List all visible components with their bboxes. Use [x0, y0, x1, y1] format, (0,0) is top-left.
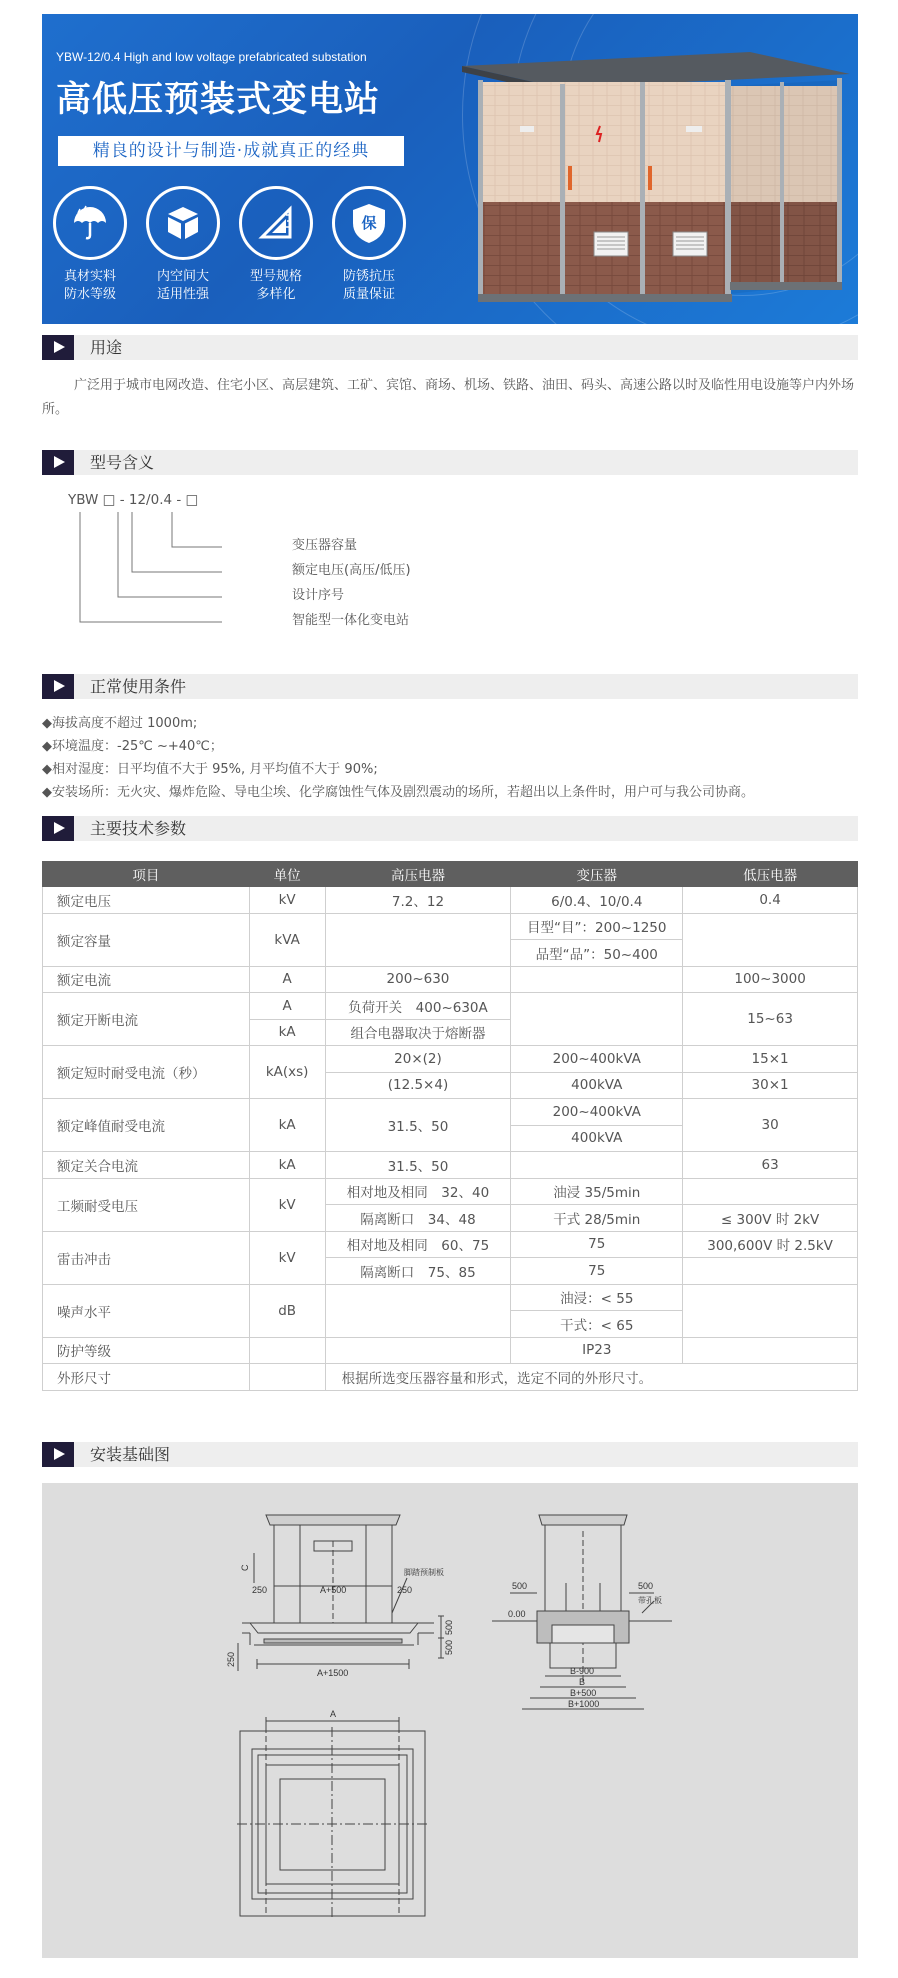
cell: kA: [249, 1019, 325, 1046]
usage-text: 广泛用于城市电网改造、住宅小区、高层建筑、工矿、宾馆、商场、机场、铁路、油田、码头、高速公路以时及临性用电设施等户内外场所。: [42, 378, 855, 417]
cell: kA: [249, 1152, 325, 1179]
cell: 防护等级: [43, 1337, 250, 1364]
dim-label: A+1500: [317, 1668, 349, 1678]
cell: 400kVA: [511, 1125, 683, 1152]
dim-label: B: [579, 1677, 586, 1687]
dim-label: 500: [444, 1639, 454, 1655]
play-icon: [42, 450, 74, 475]
ruler-triangle-icon: [239, 186, 313, 260]
cell: 目型“目”：200~1250: [511, 913, 683, 940]
play-icon: [42, 816, 74, 841]
section-title: 安装基础图: [90, 1445, 171, 1464]
table-row: [43, 1152, 858, 1179]
dim-label: B+500: [570, 1688, 597, 1698]
play-icon: [42, 335, 74, 360]
cell: [325, 913, 511, 966]
foundation-diagram: [42, 1483, 858, 1958]
cell: 额定电流: [43, 966, 250, 993]
feature-spec: [236, 186, 316, 304]
cell: 200~400kVA: [511, 1099, 683, 1126]
shield-icon: [332, 186, 406, 260]
section-header-install: [42, 1442, 858, 1467]
dim-label: B+1000: [568, 1699, 600, 1709]
cell: 6/0.4、10/0.4: [511, 887, 683, 914]
substation-image: [460, 36, 850, 316]
cell: [249, 1364, 325, 1391]
cell: 200~630: [325, 966, 511, 993]
cell: 7.2、12: [325, 887, 511, 914]
condition-item: ◆海拔高度不超过 1000m;: [42, 716, 198, 731]
feature-line2: 适用性强: [156, 287, 209, 302]
play-icon: [42, 1442, 74, 1467]
cell: kV: [249, 1178, 325, 1231]
cell: 相对地及相同 60、75: [325, 1231, 511, 1258]
cell: 20×(2): [325, 1046, 511, 1073]
model-label-voltage: 额定电压(高压/低压): [292, 563, 411, 578]
cell: [683, 913, 858, 966]
dim-label: 带孔板: [638, 1596, 662, 1605]
cell: 200~400kVA: [511, 1046, 683, 1073]
table-row: [43, 913, 858, 940]
dim-label: 500: [444, 1619, 454, 1635]
banner-subtitle: YBW-12/0.4 High and low voltage prefabricated substation: [56, 50, 367, 64]
cell: (12.5×4): [325, 1072, 511, 1099]
cell: 额定峰值耐受电流: [43, 1099, 250, 1152]
feature-space: [143, 186, 223, 304]
cell: 隔离断口 34、48: [325, 1205, 511, 1232]
cell: 额定开断电流: [43, 993, 250, 1046]
cell: 额定短时耐受电流（秒）: [43, 1046, 250, 1099]
feature-quality: [329, 186, 409, 304]
table-header-row: [43, 862, 858, 887]
cell: 组合电器取决于熔断器: [325, 1019, 511, 1046]
banner-title: 高低压预装式变电站: [56, 80, 381, 120]
section-title: 正常使用条件: [90, 677, 187, 696]
cell: kV: [249, 1231, 325, 1284]
dim-label: 250: [252, 1585, 268, 1595]
table-row: [43, 1337, 858, 1364]
section-header-usage: [42, 335, 858, 360]
cell: 400kVA: [511, 1072, 683, 1099]
cell: kA(xs): [249, 1046, 325, 1099]
cell: 额定容量: [43, 913, 250, 966]
model-label-design: 设计序号: [292, 588, 345, 603]
cell: 300,600V 时 2.5kV: [683, 1231, 858, 1258]
cell: 15×1: [683, 1046, 858, 1073]
table-row: [43, 1364, 858, 1391]
col-header: 低压电器: [683, 862, 858, 887]
cell: A: [249, 993, 325, 1020]
dim-label: 250: [226, 1651, 236, 1667]
col-header: 高压电器: [325, 862, 511, 887]
cell: 75: [511, 1258, 683, 1285]
cell: 根据所选变压器容量和形式，选定不同的外形尺寸。: [325, 1364, 857, 1391]
feature-line1: 内空间大: [156, 269, 209, 284]
cell: A: [249, 966, 325, 993]
condition-item: ◆环境温度：-25℃ ~+40℃；: [42, 739, 223, 754]
spec-table: [42, 861, 858, 1391]
feature-line2: 多样化: [256, 287, 296, 302]
dim-label: A: [330, 1709, 337, 1719]
cell: 隔离断口 75、85: [325, 1258, 511, 1285]
cell: 负荷开关 400~630A: [325, 993, 511, 1020]
cell: kVA: [249, 913, 325, 966]
cell: [683, 1178, 858, 1205]
dim-label: 500: [512, 1581, 528, 1591]
feature-line2: 防水等级: [63, 287, 116, 302]
play-icon: [42, 674, 74, 699]
cell: [511, 966, 683, 993]
section-title: 型号含义: [90, 453, 155, 472]
cell: 油浸：< 55: [511, 1284, 683, 1311]
cell: 63: [683, 1152, 858, 1179]
feature-line2: 质量保证: [342, 287, 395, 302]
cell: 100~3000: [683, 966, 858, 993]
cell: 15~63: [683, 993, 858, 1046]
feature-line1: 防锈抗压: [342, 269, 395, 284]
col-header: 项目: [43, 862, 250, 887]
section-title: 用途: [90, 338, 123, 357]
cell: 相对地及相同 32、40: [325, 1178, 511, 1205]
cube-icon: [146, 186, 220, 260]
section-header-model: [42, 450, 858, 475]
cell: IP23: [511, 1337, 683, 1364]
table-row: [43, 1284, 858, 1311]
table-row: [43, 887, 858, 914]
section-header-params: [42, 816, 858, 841]
table-row: [43, 1178, 858, 1205]
condition-item: ◆相对湿度：日平均值不大于 95%, 月平均值不大于 90%;: [42, 762, 378, 777]
cell: [249, 1337, 325, 1364]
umbrella-icon: [53, 186, 127, 260]
cell: 外形尺寸: [43, 1364, 250, 1391]
feature-waterproof: [50, 186, 130, 304]
cell: dB: [249, 1284, 325, 1337]
col-header: 变压器: [511, 862, 683, 887]
cell: 干式：< 65: [511, 1311, 683, 1338]
cell: ≤ 300V 时 2kV: [683, 1205, 858, 1232]
cell: 30×1: [683, 1072, 858, 1099]
cell: [325, 1284, 511, 1337]
table-row: [43, 966, 858, 993]
cell: 0.4: [683, 887, 858, 914]
model-label-capacity: 变压器容量: [292, 538, 358, 553]
table-row: [43, 1046, 858, 1073]
dim-label: 500: [638, 1581, 654, 1591]
feature-line1: 真材实料: [63, 269, 116, 284]
dim-label: 250: [397, 1585, 413, 1595]
banner-slogan: 精良的设计与制造·成就真正的经典: [58, 136, 404, 166]
dim-label: A+500: [320, 1585, 347, 1595]
cell: 油浸 35/5min: [511, 1178, 683, 1205]
cell: [511, 1152, 683, 1179]
section-header-conditions: [42, 674, 858, 699]
cell: kV: [249, 887, 325, 914]
cell: [683, 1337, 858, 1364]
cell: 干式 28/5min: [511, 1205, 683, 1232]
model-code: YBW □ - 12/0.4 - □: [68, 492, 199, 508]
cell: [511, 993, 683, 1046]
installation-drawing: [42, 1483, 858, 1958]
cell: 雷击冲击: [43, 1231, 250, 1284]
cell: 工频耐受电压: [43, 1178, 250, 1231]
section-title: 主要技术参数: [90, 819, 187, 838]
table-row: [43, 1231, 858, 1258]
cell: 31.5、50: [325, 1152, 511, 1179]
dim-label: B-900: [570, 1666, 595, 1676]
model-label-type: 智能型一体化变电站: [292, 613, 410, 628]
cell: 额定关合电流: [43, 1152, 250, 1179]
condition-item: ◆安装场所：无火灾、爆炸危险、导电尘埃、化学腐蚀性气体及剧烈震动的场所，若超出以上条件时，用户可与我公司协商。: [42, 785, 754, 800]
cell: 噪声水平: [43, 1284, 250, 1337]
cell: [325, 1337, 511, 1364]
cell: 30: [683, 1099, 858, 1152]
cell: [683, 1284, 858, 1337]
feature-line1: 型号规格: [249, 269, 302, 284]
dim-label: 脚踏预制板: [404, 1568, 444, 1577]
cell: 75: [511, 1231, 683, 1258]
cell: [683, 1258, 858, 1285]
table-row: [43, 1099, 858, 1126]
dim-label: 0.00: [508, 1609, 526, 1619]
dim-label: C: [240, 1564, 250, 1571]
shield-text: 保: [361, 214, 377, 232]
col-header: 单位: [249, 862, 325, 887]
cell: 31.5、50: [325, 1099, 511, 1152]
table-row: [43, 993, 858, 1020]
product-banner: [42, 14, 858, 324]
cell: 额定电压: [43, 887, 250, 914]
page: [42, 14, 858, 1719]
cell: kA: [249, 1099, 325, 1152]
cell: 品型“品”：50~400: [511, 940, 683, 967]
